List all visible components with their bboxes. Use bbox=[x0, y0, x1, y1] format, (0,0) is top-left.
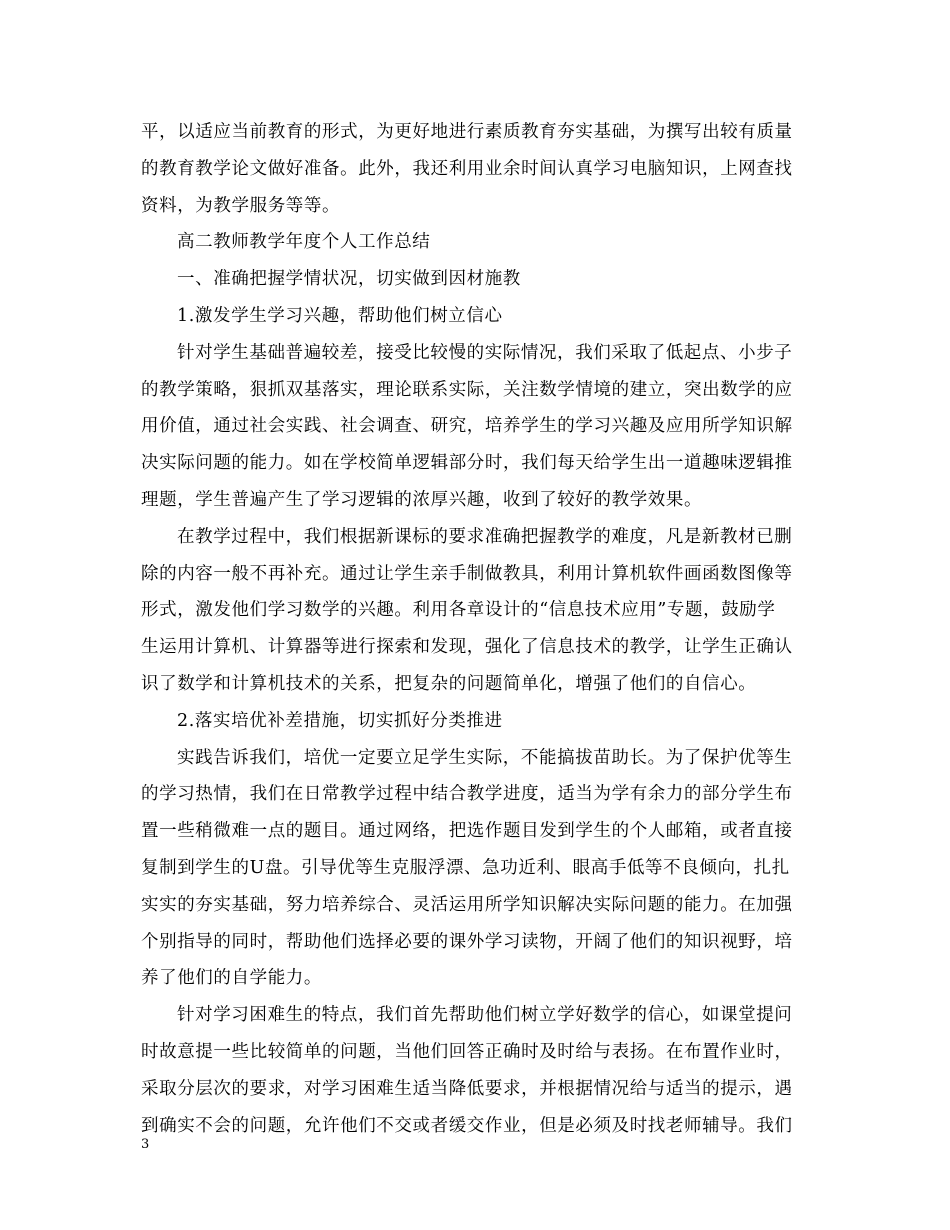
text-line: 养了他们的自学能力。 bbox=[141, 968, 322, 989]
text-line: 采取分层次的要求，对学习困难生适当降低要求，并根据情况给与适当的提示，遇 bbox=[141, 1078, 793, 1099]
text-line: 置一些稍微难一点的题目。通过网络，把选作题目发到学生的个人邮箱，或者直接 bbox=[141, 821, 793, 842]
text-line: 实实的夯实基础，努力培养综合、灵活运用所学知识解决实际问题的能力。在加强 bbox=[141, 894, 793, 915]
text-line: 针对学生基础普遍较差，接受比较慢的实际情况，我们采取了低起点、小步子 bbox=[177, 342, 793, 363]
text-line: 的学习热情，我们在日常教学过程中结合教学进度，适当为学有余力的部分学生布 bbox=[141, 784, 793, 805]
text-line: 实践告诉我们，培优一定要立足学生实际，不能搞拔苗助长。为了保护优等生 bbox=[177, 747, 793, 768]
text-line: 除的内容一般不再补充。通过让学生亲手制做教具，利用计算机软件画函数图像等 bbox=[141, 563, 793, 584]
text-line: 个别指导的同时，帮助他们选择必要的课外学习读物，开阔了他们的知识视野，培 bbox=[141, 931, 793, 952]
text-line: 2.落实培优补差措施，切实抓好分类推进 bbox=[177, 710, 503, 731]
text-line: 的教学策略，狠抓双基落实，理论联系实际，关注数学情境的建立，突出数学的应 bbox=[141, 379, 793, 400]
text-line: 1.激发学生学习兴趣，帮助他们树立信心 bbox=[177, 305, 503, 326]
text-line: 复制到学生的U盘。引导优等生克服浮漂、急功近利、眼高手低等不良倾向，扎扎 bbox=[141, 857, 790, 878]
text-line: 高二教师教学年度个人工作总结 bbox=[177, 232, 431, 253]
text-line: 在教学过程中，我们根据新课标的要求准确把握教学的难度，凡是新教材已删 bbox=[177, 526, 793, 547]
page-number: 3 bbox=[141, 1137, 150, 1152]
text-line: 生运用计算机、计算器等进行探索和发现，强化了信息技术的教学，让学生正确认 bbox=[141, 637, 793, 658]
text-line: 形式，激发他们学习数学的兴趣。利用各章设计的“信息技术应用”专题，鼓励学 bbox=[141, 600, 776, 621]
text-line: 资料，为教学服务等等。 bbox=[141, 195, 341, 216]
text-line: 决实际问题的能力。如在学校简单逻辑部分时，我们每天给学生出一道趣味逻辑推 bbox=[141, 453, 793, 474]
text-line: 识了数学和计算机技术的关系，把复杂的问题简单化，增强了他们的自信心。 bbox=[141, 673, 757, 694]
text-line: 一、准确把握学情状况，切实做到因材施教 bbox=[177, 269, 521, 290]
text-line: 到确实不会的问题，允许他们不交或者缓交作业，但是必须及时找老师辅导。我们 bbox=[141, 1115, 793, 1136]
text-line: 平，以适应当前教育的形式，为更好地进行素质教育夯实基础，为撰写出较有质量 bbox=[141, 122, 793, 142]
text-line: 理题，学生普遍产生了学习逻辑的浓厚兴趣，收到了较好的教学效果。 bbox=[141, 489, 703, 510]
text-line: 针对学习困难生的特点，我们首先帮助他们树立学好数学的信心，如课堂提问 bbox=[177, 1005, 793, 1026]
body-text bbox=[141, 114, 811, 1144]
text-line: 用价值，通过社会实践、社会调查、研究，培养学生的学习兴趣及应用所学知识解 bbox=[141, 416, 793, 437]
text-line: 时故意提一些比较简单的问题，当他们回答正确时及时给与表扬。在布置作业时， bbox=[141, 1041, 793, 1062]
text-line: 的教育教学论文做好准备。此外，我还利用业余时间认真学习电脑知识，上网查找 bbox=[141, 158, 793, 179]
